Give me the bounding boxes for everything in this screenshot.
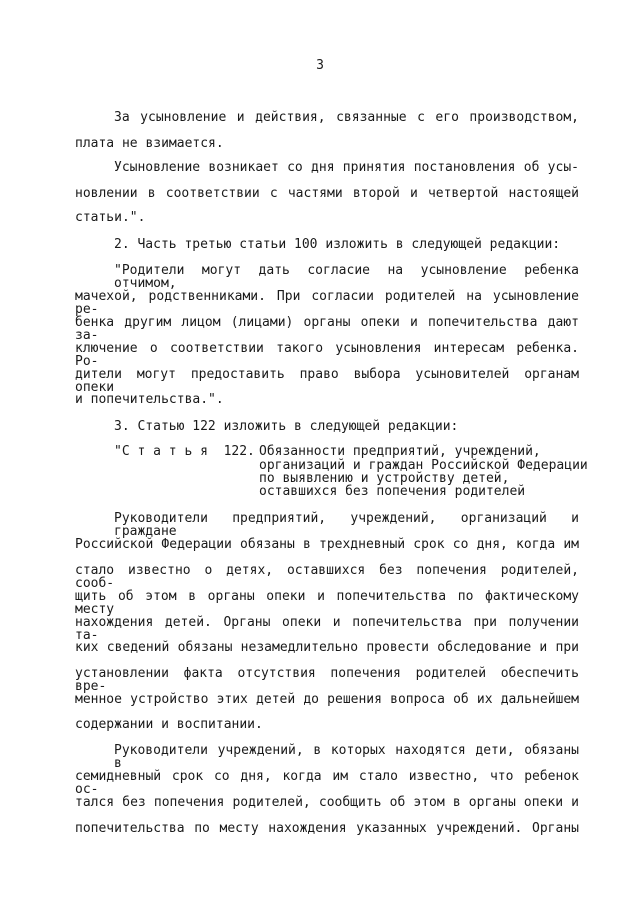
item-2-line-4: ключение о соответствии такого усыновления интересам ребенка. Ро-: [75, 341, 579, 369]
paragraph-4-line-4: попечительства по месту нахождения указанных учреждений. Органы: [75, 821, 579, 836]
paragraph-4-line-2: семидневный срок со дня, когда им стало известно, что ребенок ос-: [75, 769, 579, 797]
paragraph-3-line-9: содержании и воспитании.: [75, 717, 263, 732]
article-heading-line-1: Обязанности предприятий, учреждений,: [259, 444, 541, 459]
item-2-line-5: дители могут предоставить право выбора усыновителей органам опеки: [75, 367, 579, 395]
paragraph-3-line-4: щить об этом в органы опеки и попечительства по фактическому месту: [75, 589, 579, 617]
paragraph-4-line-3: тался без попечения родителей, сообщить об этом в органы опеки и: [75, 795, 579, 810]
article-heading-line-4: оставшихся без попечения родителей: [259, 484, 526, 499]
article-label: "С т а т ь я 122.: [114, 444, 255, 459]
paragraph-3-line-2: Российской Федерации обязаны в трехдневный срок со дня, когда им: [75, 537, 579, 552]
paragraph-2-line-3: статьи.".: [75, 210, 146, 225]
item-2-line-3: бенка другим лицом (лицами) органы опеки и попечительства дают за-: [75, 315, 579, 343]
paragraph-1-line-1: За усыновление и действия, связанные с его производством,: [114, 110, 579, 125]
paragraph-3-line-8: менное устройство этих детей до решения вопроса об их дальнейшем: [75, 692, 579, 707]
paragraph-3-line-1: Руководители предприятий, учреждений, организаций и граждане: [114, 511, 579, 539]
paragraph-3-line-5: нахождения детей. Органы опеки и попечительства при получении та-: [75, 615, 579, 643]
article-heading-line-2: организаций и граждан Российской Федерации: [259, 458, 588, 473]
item-2-line-2: мачехой, родственниками. При согласии родителей на усыновление ре-: [75, 289, 579, 317]
item-3-intro: 3. Статью 122 изложить в следующей редакции:: [114, 419, 459, 434]
item-2-line-1: "Родители могут дать согласие на усыновление ребенка отчимом,: [114, 263, 579, 291]
page-number: 3: [316, 58, 324, 73]
paragraph-3-line-6: ких сведений обязаны незамедлительно провести обследование и при: [75, 640, 579, 655]
item-2-line-6: и попечительства.".: [75, 392, 224, 407]
paragraph-2-line-2: новлении в соответствии с частями второй и четвертой настоящей: [75, 186, 579, 201]
article-heading-line-3: по выявлению и устройству детей,: [259, 471, 510, 486]
paragraph-2-line-1: Усыновление возникает со дня принятия постановления об усы-: [114, 160, 579, 175]
paragraph-4-line-1: Руководители учреждений, в которых находятся дети, обязаны в: [114, 743, 579, 771]
item-2-intro: 2. Часть третью статьи 100 изложить в следующей редакции:: [114, 237, 561, 252]
paragraph-3-line-3: стало известно о детях, оставшихся без попечения родителей, сооб-: [75, 563, 579, 591]
paragraph-3-line-7: установлении факта отсутствия попечения родителей обеспечить вре-: [75, 666, 579, 694]
paragraph-1-line-2: плата не взимается.: [75, 136, 224, 151]
